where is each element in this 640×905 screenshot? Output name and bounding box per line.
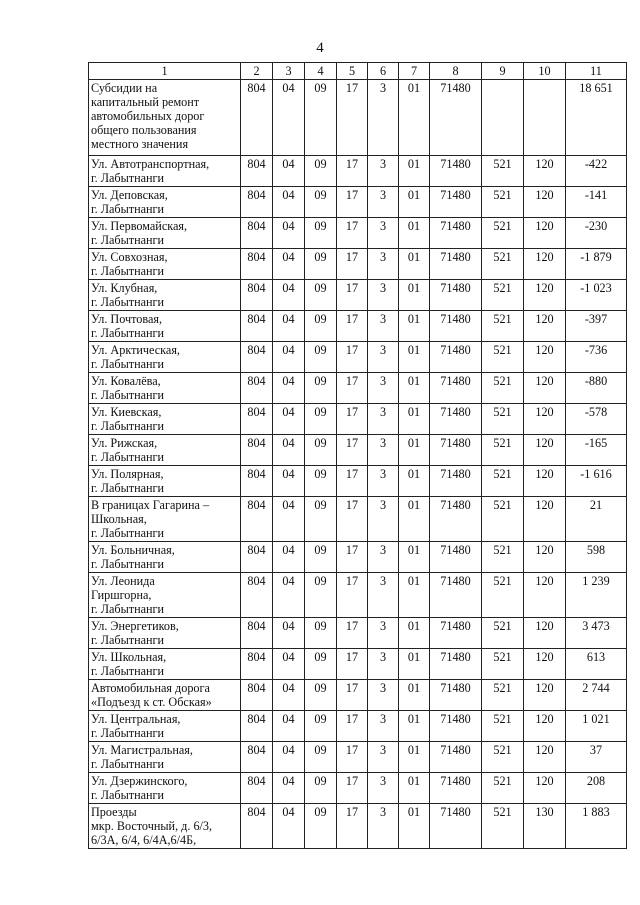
cell-c10 [524, 80, 566, 156]
cell-c6: 3 [368, 773, 399, 804]
cell-c2: 804 [241, 711, 273, 742]
cell-c10: 120 [524, 649, 566, 680]
cell-amount: -397 [566, 311, 627, 342]
cell-c9: 521 [482, 804, 524, 849]
cell-c8: 71480 [430, 187, 482, 218]
cell-c8: 71480 [430, 711, 482, 742]
cell-amount: -141 [566, 187, 627, 218]
table-row [89, 373, 627, 404]
cell-c5: 17 [337, 311, 368, 342]
cell-c6: 3 [368, 80, 399, 156]
cell-c3: 04 [273, 218, 305, 249]
row-name: Ул. Ковалёва, г. Лабытнанги [89, 373, 241, 404]
cell-c8: 71480 [430, 218, 482, 249]
cell-c3: 04 [273, 573, 305, 618]
cell-c4: 09 [305, 311, 337, 342]
cell-c6: 3 [368, 680, 399, 711]
cell-c5: 17 [337, 466, 368, 497]
cell-c7: 01 [399, 542, 430, 573]
column-header-10: 10 [524, 63, 566, 80]
row-name: Ул. Рижская, г. Лабытнанги [89, 435, 241, 466]
table-row [89, 773, 627, 804]
cell-c10: 120 [524, 218, 566, 249]
cell-c10: 120 [524, 497, 566, 542]
column-header-11: 11 [566, 63, 627, 80]
cell-c2: 804 [241, 435, 273, 466]
cell-c9: 521 [482, 618, 524, 649]
cell-c4: 09 [305, 80, 337, 156]
cell-c5: 17 [337, 804, 368, 849]
table-row [89, 542, 627, 573]
table-row [89, 649, 627, 680]
cell-c3: 04 [273, 342, 305, 373]
cell-c7: 01 [399, 742, 430, 773]
cell-c10: 120 [524, 373, 566, 404]
cell-c10: 120 [524, 342, 566, 373]
cell-c6: 3 [368, 435, 399, 466]
cell-amount: -578 [566, 404, 627, 435]
cell-c9: 521 [482, 680, 524, 711]
cell-c9: 521 [482, 373, 524, 404]
cell-c10: 120 [524, 773, 566, 804]
column-header-2: 2 [241, 63, 273, 80]
cell-c5: 17 [337, 573, 368, 618]
cell-c7: 01 [399, 435, 430, 466]
row-name: Ул. Почтовая, г. Лабытнанги [89, 311, 241, 342]
cell-c6: 3 [368, 218, 399, 249]
cell-c8: 71480 [430, 466, 482, 497]
cell-c2: 804 [241, 618, 273, 649]
cell-c9: 521 [482, 280, 524, 311]
row-name: Ул. Совхозная, г. Лабытнанги [89, 249, 241, 280]
cell-c3: 04 [273, 156, 305, 187]
cell-c8: 71480 [430, 156, 482, 187]
cell-c3: 04 [273, 280, 305, 311]
cell-c8: 71480 [430, 542, 482, 573]
table-body [89, 80, 627, 849]
cell-c7: 01 [399, 711, 430, 742]
cell-c6: 3 [368, 373, 399, 404]
table-row [89, 573, 627, 618]
table-row [89, 156, 627, 187]
cell-c9: 521 [482, 187, 524, 218]
cell-c7: 01 [399, 249, 430, 280]
cell-c3: 04 [273, 773, 305, 804]
cell-amount: 1 883 [566, 804, 627, 849]
cell-c10: 120 [524, 435, 566, 466]
cell-c7: 01 [399, 156, 430, 187]
cell-c6: 3 [368, 542, 399, 573]
row-name: Субсидии на капитальный ремонт автомобильных дорог общего пользования местного значения [89, 80, 241, 156]
cell-c4: 09 [305, 618, 337, 649]
cell-c8: 71480 [430, 280, 482, 311]
cell-c3: 04 [273, 404, 305, 435]
cell-c4: 09 [305, 466, 337, 497]
cell-c3: 04 [273, 466, 305, 497]
cell-amount: -1 616 [566, 466, 627, 497]
cell-c9: 521 [482, 435, 524, 466]
cell-c4: 09 [305, 342, 337, 373]
row-name: Проезды мкр. Восточный, д. 6/3, 6/3А, 6/4, 6/4А,6/4Б, [89, 804, 241, 849]
cell-c4: 09 [305, 435, 337, 466]
cell-c10: 120 [524, 280, 566, 311]
cell-c9: 521 [482, 742, 524, 773]
cell-c4: 09 [305, 542, 337, 573]
cell-c8: 71480 [430, 497, 482, 542]
cell-c2: 804 [241, 497, 273, 542]
cell-c5: 17 [337, 542, 368, 573]
cell-c8: 71480 [430, 573, 482, 618]
cell-c5: 17 [337, 218, 368, 249]
cell-c3: 04 [273, 618, 305, 649]
cell-c8: 71480 [430, 373, 482, 404]
cell-c7: 01 [399, 466, 430, 497]
cell-c6: 3 [368, 618, 399, 649]
cell-c2: 804 [241, 773, 273, 804]
cell-c3: 04 [273, 649, 305, 680]
cell-c2: 804 [241, 573, 273, 618]
cell-c7: 01 [399, 680, 430, 711]
cell-c8: 71480 [430, 680, 482, 711]
page-number: 4 [316, 40, 324, 56]
cell-c4: 09 [305, 742, 337, 773]
cell-c4: 09 [305, 649, 337, 680]
cell-amount: -880 [566, 373, 627, 404]
cell-c8: 71480 [430, 342, 482, 373]
cell-c9: 521 [482, 542, 524, 573]
cell-c3: 04 [273, 711, 305, 742]
row-name: Ул. Леонида Гиршгорна, г. Лабытнанги [89, 573, 241, 618]
cell-c4: 09 [305, 373, 337, 404]
cell-c5: 17 [337, 742, 368, 773]
cell-c5: 17 [337, 249, 368, 280]
cell-c2: 804 [241, 311, 273, 342]
table-row [89, 218, 627, 249]
cell-c5: 17 [337, 187, 368, 218]
cell-c3: 04 [273, 542, 305, 573]
cell-amount: 18 651 [566, 80, 627, 156]
cell-c2: 804 [241, 466, 273, 497]
cell-c10: 120 [524, 711, 566, 742]
cell-c10: 120 [524, 187, 566, 218]
cell-c4: 09 [305, 573, 337, 618]
cell-c7: 01 [399, 311, 430, 342]
column-header-4: 4 [305, 63, 337, 80]
cell-c6: 3 [368, 497, 399, 542]
cell-amount: -736 [566, 342, 627, 373]
row-name: Ул. Киевская, г. Лабытнанги [89, 404, 241, 435]
cell-c2: 804 [241, 373, 273, 404]
cell-c10: 120 [524, 680, 566, 711]
cell-c6: 3 [368, 280, 399, 311]
cell-c5: 17 [337, 618, 368, 649]
cell-c2: 804 [241, 280, 273, 311]
column-header-3: 3 [273, 63, 305, 80]
cell-c4: 09 [305, 187, 337, 218]
cell-amount: 208 [566, 773, 627, 804]
cell-amount: 613 [566, 649, 627, 680]
cell-c3: 04 [273, 742, 305, 773]
table-row [89, 711, 627, 742]
cell-c6: 3 [368, 249, 399, 280]
cell-c4: 09 [305, 773, 337, 804]
cell-c6: 3 [368, 187, 399, 218]
cell-c5: 17 [337, 342, 368, 373]
column-header-8: 8 [430, 63, 482, 80]
cell-c7: 01 [399, 773, 430, 804]
cell-c8: 71480 [430, 804, 482, 849]
cell-c8: 71480 [430, 773, 482, 804]
cell-c10: 120 [524, 573, 566, 618]
cell-c7: 01 [399, 804, 430, 849]
cell-c7: 01 [399, 218, 430, 249]
cell-c4: 09 [305, 280, 337, 311]
cell-c5: 17 [337, 680, 368, 711]
cell-c6: 3 [368, 649, 399, 680]
cell-c5: 17 [337, 773, 368, 804]
cell-c7: 01 [399, 187, 430, 218]
cell-c9: 521 [482, 218, 524, 249]
cell-c7: 01 [399, 342, 430, 373]
cell-c9: 521 [482, 497, 524, 542]
cell-c2: 804 [241, 680, 273, 711]
cell-c10: 120 [524, 742, 566, 773]
cell-c4: 09 [305, 680, 337, 711]
table-row [89, 311, 627, 342]
row-name: Ул. Арктическая, г. Лабытнанги [89, 342, 241, 373]
column-header-9: 9 [482, 63, 524, 80]
cell-c9: 521 [482, 573, 524, 618]
cell-c5: 17 [337, 404, 368, 435]
cell-c6: 3 [368, 804, 399, 849]
table-row [89, 680, 627, 711]
cell-c2: 804 [241, 404, 273, 435]
cell-c6: 3 [368, 342, 399, 373]
cell-c6: 3 [368, 742, 399, 773]
cell-c10: 120 [524, 249, 566, 280]
cell-c8: 71480 [430, 618, 482, 649]
table-row [89, 435, 627, 466]
table-row [89, 497, 627, 542]
cell-c8: 71480 [430, 311, 482, 342]
cell-c6: 3 [368, 156, 399, 187]
cell-c8: 71480 [430, 435, 482, 466]
row-name: Ул. Полярная, г. Лабытнанги [89, 466, 241, 497]
cell-c3: 04 [273, 435, 305, 466]
header-row [89, 63, 627, 80]
cell-c9: 521 [482, 311, 524, 342]
cell-c9: 521 [482, 773, 524, 804]
table-row [89, 280, 627, 311]
cell-c4: 09 [305, 804, 337, 849]
table-row [89, 249, 627, 280]
column-header-5: 5 [337, 63, 368, 80]
row-name: Ул. Деповская, г. Лабытнанги [89, 187, 241, 218]
cell-c5: 17 [337, 649, 368, 680]
cell-c9: 521 [482, 156, 524, 187]
cell-amount: 2 744 [566, 680, 627, 711]
cell-c10: 120 [524, 311, 566, 342]
cell-c5: 17 [337, 711, 368, 742]
cell-c5: 17 [337, 280, 368, 311]
cell-c6: 3 [368, 573, 399, 618]
cell-c10: 120 [524, 466, 566, 497]
cell-c3: 04 [273, 187, 305, 218]
row-name: В границах Гагарина – Школьная, г. Лабытнанги [89, 497, 241, 542]
cell-c5: 17 [337, 435, 368, 466]
table-row [89, 804, 627, 849]
cell-c2: 804 [241, 249, 273, 280]
cell-c9: 521 [482, 404, 524, 435]
cell-c3: 04 [273, 680, 305, 711]
cell-c4: 09 [305, 249, 337, 280]
cell-c10: 120 [524, 156, 566, 187]
cell-c3: 04 [273, 311, 305, 342]
table-row [89, 404, 627, 435]
cell-c7: 01 [399, 280, 430, 311]
cell-c9: 521 [482, 711, 524, 742]
cell-c4: 09 [305, 711, 337, 742]
cell-c8: 71480 [430, 80, 482, 156]
row-name: Ул. Энергетиков, г. Лабытнанги [89, 618, 241, 649]
cell-c2: 804 [241, 156, 273, 187]
cell-c3: 04 [273, 497, 305, 542]
cell-c6: 3 [368, 711, 399, 742]
cell-c4: 09 [305, 218, 337, 249]
column-header-1: 1 [89, 63, 241, 80]
cell-c9: 521 [482, 649, 524, 680]
cell-c7: 01 [399, 573, 430, 618]
cell-c10: 120 [524, 618, 566, 649]
cell-c9: 521 [482, 249, 524, 280]
cell-amount: -422 [566, 156, 627, 187]
cell-c6: 3 [368, 404, 399, 435]
cell-amount: 1 021 [566, 711, 627, 742]
cell-c2: 804 [241, 649, 273, 680]
cell-c7: 01 [399, 404, 430, 435]
row-name: Ул. Больничная, г. Лабытнанги [89, 542, 241, 573]
cell-c5: 17 [337, 156, 368, 187]
cell-c3: 04 [273, 804, 305, 849]
table-row [89, 618, 627, 649]
cell-c8: 71480 [430, 649, 482, 680]
row-name: Ул. Центральная, г. Лабытнанги [89, 711, 241, 742]
cell-c9: 521 [482, 466, 524, 497]
cell-c2: 804 [241, 187, 273, 218]
cell-c7: 01 [399, 80, 430, 156]
cell-c2: 804 [241, 342, 273, 373]
cell-c8: 71480 [430, 742, 482, 773]
cell-c6: 3 [368, 466, 399, 497]
cell-c6: 3 [368, 311, 399, 342]
row-name: Ул. Школьная, г. Лабытнанги [89, 649, 241, 680]
cell-c7: 01 [399, 649, 430, 680]
cell-c5: 17 [337, 373, 368, 404]
table-row [89, 80, 627, 156]
cell-c2: 804 [241, 80, 273, 156]
cell-c3: 04 [273, 249, 305, 280]
cell-amount: -230 [566, 218, 627, 249]
row-name: Ул. Магистральная, г. Лабытнанги [89, 742, 241, 773]
cell-amount: -1 023 [566, 280, 627, 311]
cell-amount: 598 [566, 542, 627, 573]
cell-c8: 71480 [430, 404, 482, 435]
row-name: Ул. Дзержинского, г. Лабытнанги [89, 773, 241, 804]
cell-amount: 21 [566, 497, 627, 542]
column-header-6: 6 [368, 63, 399, 80]
cell-c2: 804 [241, 742, 273, 773]
cell-c3: 04 [273, 80, 305, 156]
cell-c7: 01 [399, 497, 430, 542]
cell-c7: 01 [399, 373, 430, 404]
cell-c9: 521 [482, 342, 524, 373]
cell-c4: 09 [305, 156, 337, 187]
cell-c3: 04 [273, 373, 305, 404]
cell-c2: 804 [241, 218, 273, 249]
cell-c4: 09 [305, 404, 337, 435]
cell-c9 [482, 80, 524, 156]
column-header-7: 7 [399, 63, 430, 80]
cell-c7: 01 [399, 618, 430, 649]
cell-c10: 130 [524, 804, 566, 849]
cell-c10: 120 [524, 542, 566, 573]
table-row [89, 342, 627, 373]
cell-amount: 3 473 [566, 618, 627, 649]
row-name: Ул. Клубная, г. Лабытнанги [89, 280, 241, 311]
table-row [89, 187, 627, 218]
row-name: Ул. Автотранспортная, г. Лабытнанги [89, 156, 241, 187]
row-name: Автомобильная дорога «Подъезд к ст. Обская» [89, 680, 241, 711]
table-row [89, 466, 627, 497]
cell-c8: 71480 [430, 249, 482, 280]
cell-c4: 09 [305, 497, 337, 542]
cell-amount: -1 879 [566, 249, 627, 280]
budget-table [88, 62, 627, 849]
cell-c5: 17 [337, 497, 368, 542]
table-row [89, 742, 627, 773]
cell-c10: 120 [524, 404, 566, 435]
cell-c2: 804 [241, 804, 273, 849]
row-name: Ул. Первомайская, г. Лабытнанги [89, 218, 241, 249]
cell-c5: 17 [337, 80, 368, 156]
cell-c2: 804 [241, 542, 273, 573]
cell-amount: -165 [566, 435, 627, 466]
cell-amount: 1 239 [566, 573, 627, 618]
cell-amount: 37 [566, 742, 627, 773]
